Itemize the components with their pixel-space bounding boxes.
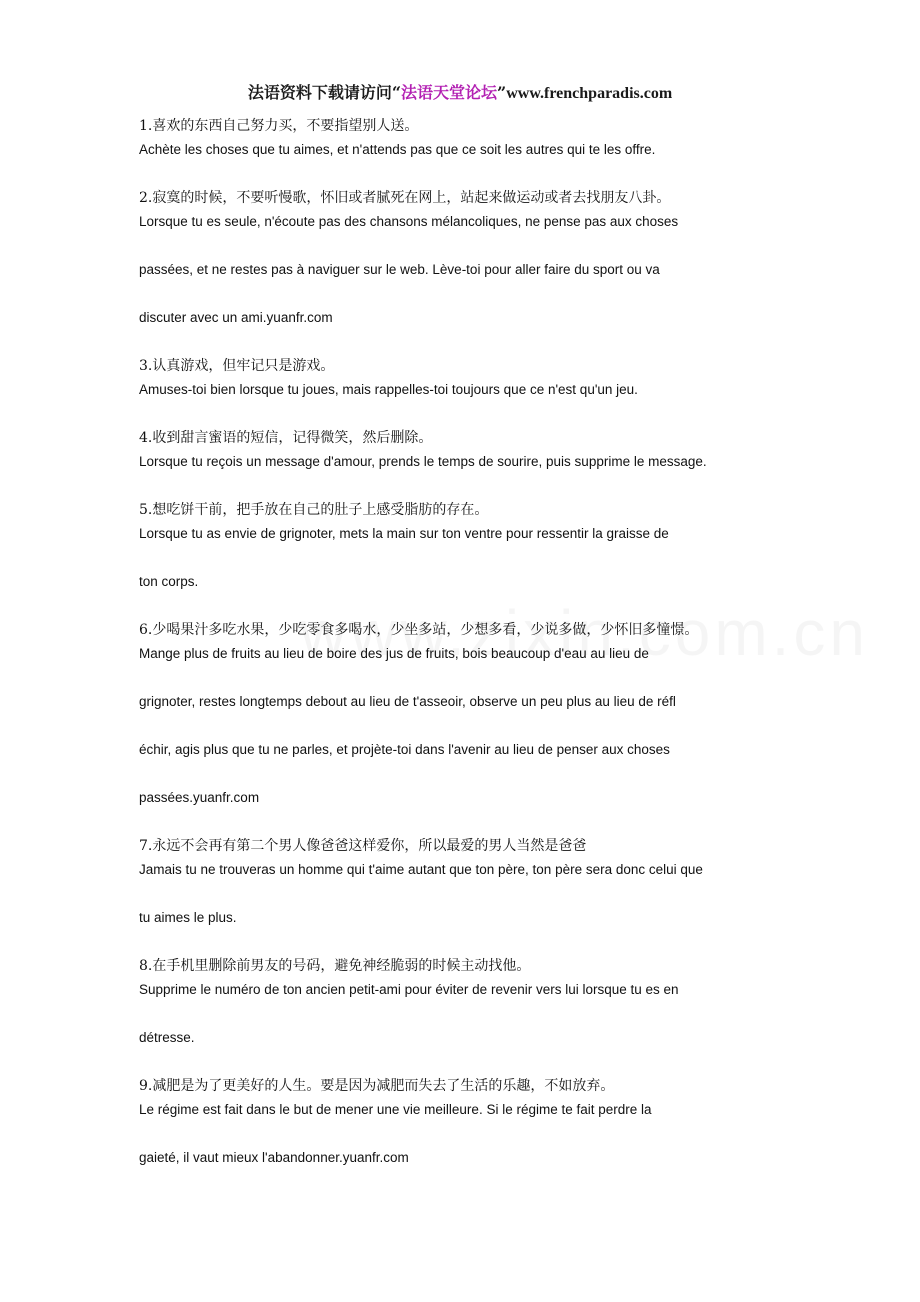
paragraph-spacer xyxy=(139,162,839,186)
line-spacer xyxy=(139,1122,839,1146)
french-line: tu aimes le plus. xyxy=(139,910,237,925)
line-spacer xyxy=(139,282,839,306)
line-spacer xyxy=(139,666,839,690)
forum-name: 法语天堂论坛 xyxy=(401,83,498,102)
chinese-line: 7.永远不会再有第二个男人像爸爸这样爱你，所以最爱的男人当然是爸爸 xyxy=(139,838,587,854)
french-line: détresse. xyxy=(139,1030,195,1045)
french-line: gaieté, il vaut mieux l'abandonner.yuanfr.com xyxy=(139,1150,409,1165)
list-item xyxy=(139,954,839,1074)
list-item xyxy=(139,114,839,186)
french-line: Le régime est fait dans le but de mener une vie meilleure. Si le régime te fait perdre la xyxy=(139,1102,652,1117)
french-line: grignoter, restes longtemps debout au lieu de t'asseoir, observe un peu plus au lieu de réfl xyxy=(139,694,676,709)
paragraph-spacer xyxy=(139,594,839,618)
line-spacer xyxy=(139,882,839,906)
page-header xyxy=(0,80,920,103)
french-line: Supprime le numéro de ton ancien petit-ami pour éviter de revenir vers lui lorsque tu es en xyxy=(139,982,679,997)
list-item xyxy=(139,354,839,426)
french-line: passées.yuanfr.com xyxy=(139,790,260,805)
chinese-line: 1.喜欢的东西自己努力买，不要指望别人送。 xyxy=(139,118,419,134)
french-line: Amuses-toi bien lorsque tu joues, mais rappelles-toi toujours que ce n'est qu'un jeu. xyxy=(139,382,638,397)
list-item xyxy=(139,834,839,954)
chinese-line: 2.寂寞的时候，不要听慢歌，怀旧或者腻死在网上，站起来做运动或者去找朋友八卦。 xyxy=(139,190,671,206)
french-line: discuter avec un ami.yuanfr.com xyxy=(139,310,333,325)
french-line: ton corps. xyxy=(139,574,199,589)
list-item xyxy=(139,1074,839,1170)
line-spacer xyxy=(139,1002,839,1026)
line-spacer xyxy=(139,546,839,570)
chinese-line: 8.在手机里删除前男友的号码，避免神经脆弱的时候主动找他。 xyxy=(139,958,531,974)
french-line: Lorsque tu reçois un message d'amour, prends le temps de sourire, puis supprime le message. xyxy=(139,454,707,469)
chinese-line: 9.减肥是为了更美好的人生。要是因为减肥而失去了生活的乐趣，不如放弃。 xyxy=(139,1078,615,1094)
chinese-line: 4.收到甜言蜜语的短信，记得微笑，然后删除。 xyxy=(139,430,433,446)
line-spacer xyxy=(139,234,839,258)
french-line: Achète les choses que tu aimes, et n'attends pas que ce soit les autres qui te les offre. xyxy=(139,142,656,157)
french-line: Mange plus de fruits au lieu de boire des jus de fruits, bois beaucoup d'eau au lieu de xyxy=(139,646,649,661)
paragraph-spacer xyxy=(139,402,839,426)
paragraph-spacer xyxy=(139,330,839,354)
paragraph-spacer xyxy=(139,810,839,834)
paragraph-spacer xyxy=(139,474,839,498)
line-spacer xyxy=(139,714,839,738)
french-line: échir, agis plus que tu ne parles, et projète-toi dans l'avenir au lieu de penser aux choses xyxy=(139,742,670,757)
line-spacer xyxy=(139,762,839,786)
chinese-line: 5.想吃饼干前，把手放在自己的肚子上感受脂肪的存在。 xyxy=(139,502,489,518)
site-domain: www.frenchparadis.com xyxy=(506,85,673,102)
french-line: passées, et ne restes pas à naviguer sur le web. Lève-toi pour aller faire du sport ou va xyxy=(139,262,660,277)
chinese-line: 3.认真游戏，但牢记只是游戏。 xyxy=(139,358,335,374)
paragraph-spacer xyxy=(139,930,839,954)
list-item xyxy=(139,498,839,618)
list-item xyxy=(139,618,839,834)
document-body xyxy=(139,114,839,1170)
french-line: Jamais tu ne trouveras un homme qui t'aime autant que ton père, ton père sera donc celui que xyxy=(139,862,703,877)
list-item xyxy=(139,186,839,354)
header-suffix: ” xyxy=(497,83,507,102)
list-item xyxy=(139,426,839,498)
header-prefix: 法语资料下载请访问“ xyxy=(247,83,402,102)
french-line: Lorsque tu as envie de grignoter, mets la main sur ton ventre pour ressentir la graisse de xyxy=(139,526,669,541)
paragraph-spacer xyxy=(139,1050,839,1074)
french-line: Lorsque tu es seule, n'écoute pas des chansons mélancoliques, ne pense pas aux choses xyxy=(139,214,679,229)
chinese-line: 6.少喝果汁多吃水果，少吃零食多喝水，少坐多站，少想多看，少说多做，少怀旧多憧憬。 xyxy=(139,622,699,638)
